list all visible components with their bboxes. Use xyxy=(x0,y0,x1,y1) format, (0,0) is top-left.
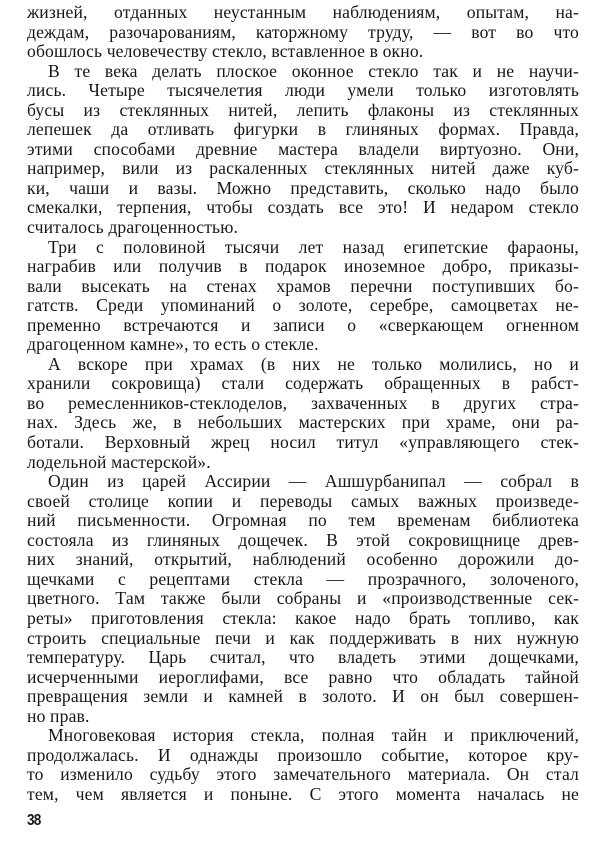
text-line: превращения земли и камней в золото. И он был совершен- xyxy=(27,686,579,707)
text-line: щечками с рецептами стекла — прозрачного, золоченого, xyxy=(27,568,579,589)
text-line: лепешек да отливать фигурки в глиняных формах. Правда, xyxy=(27,119,579,140)
text-line: продолжалась. И однажды произошло событие, которое кру- xyxy=(27,744,579,765)
text-line: гатств. Среди упоминаний о золоте, серебре, самоцветах не- xyxy=(27,295,579,316)
text-line: нах. Здесь же, в небольших мастерских при храме, они ра- xyxy=(27,412,579,433)
text-line: во ремесленников-стеклоделов, захваченных в других стра- xyxy=(27,392,579,413)
text-line: то изменило судьбу этого замечательного материала. Он стал xyxy=(27,764,579,785)
text-line: обошлось человечеству стекло, вставленное в окно. xyxy=(27,41,424,62)
text-line: А вскоре при храмах (в них не только молились, но и xyxy=(48,353,579,374)
text-line: состояла из глиняных дощечек. В этой сокровищнице древ- xyxy=(27,529,579,550)
text-line: ки, чаши и вазы. Можно представить, сколько надо было xyxy=(27,177,579,198)
text-line: бусы из стеклянных нитей, лепить флаконы из стеклянных xyxy=(27,99,579,120)
text-line: смекалки, терпения, чтобы создать все это! И недаром стекло xyxy=(27,197,579,218)
text-line: драгоценном камне», то есть о стекле. xyxy=(27,334,319,355)
text-line: хранили сокровища) стали содержать обращенных в рабст- xyxy=(27,373,579,394)
text-line: Один из царей Ассирии — Ашшурбанипал — собрал в xyxy=(48,471,579,492)
paragraph xyxy=(27,62,579,238)
text-line: строить специальные печи и как поддерживать в них нужную xyxy=(27,627,579,648)
text-line: например, вили из раскаленных стеклянных нитей даже куб- xyxy=(27,158,579,179)
text-line: считалось драгоценностью. xyxy=(27,217,239,238)
text-line: ботали. Верховный жрец носил титул «управляющего стек- xyxy=(27,432,579,453)
text-line: лись. Четыре тысячелетия люди умели только изготовлять xyxy=(27,80,579,101)
text-line: награбив или получив в подарок иноземное добро, приказы- xyxy=(27,256,579,277)
paragraph xyxy=(27,726,579,804)
text-line: температуру. Царь считал, что владеть этими дощечками, xyxy=(27,647,579,668)
text-line: жизней, отданных неустанным наблюдениям, опытам, на- xyxy=(27,2,579,22)
text-line: лодельной мастерской». xyxy=(27,451,211,472)
paragraph xyxy=(27,472,579,726)
text-line: них знаний, открытий, наблюдений особенно дорожили до- xyxy=(27,549,579,570)
text-line: исчерченными иероглифами, все равно что обладать тайной xyxy=(27,666,579,687)
paragraph xyxy=(27,355,579,472)
paragraph xyxy=(27,238,579,355)
text-line: своей столице копии и переводы самых важных произведе- xyxy=(27,490,579,511)
text-line: реты» приготовления стекла: какое надо брать топливо, как xyxy=(27,607,579,628)
text-line: В те века делать плоское оконное стекло так и не научи- xyxy=(48,60,579,81)
page-body xyxy=(27,3,579,804)
text-line: деждам, разочарованиям, каторжному труду, — вот во что xyxy=(27,21,579,42)
page-number: 38 xyxy=(27,812,41,829)
text-line: Многовековая история стекла, полная тайн и приключений, xyxy=(48,725,579,746)
text-line: этими способами древние мастера владели виртуозно. Они, xyxy=(27,138,579,159)
paragraph xyxy=(27,3,579,62)
text-line: ний письменности. Огромная по тем временам библиотека xyxy=(27,510,579,531)
text-line: Три с половиной тысячи лет назад египетские фараоны, xyxy=(48,236,579,257)
text-line: вали высекать на стенах храмов перечни поступивших бо- xyxy=(27,275,579,296)
text-line: но прав. xyxy=(27,705,90,726)
text-line: пременно встречаются и записи о «сверкающем огненном xyxy=(27,314,579,335)
text-line: тем, чем является и поныне. С этого момента началась не xyxy=(27,783,579,804)
text-line: цветного. Там также были собраны и «производственные сек- xyxy=(27,588,579,609)
